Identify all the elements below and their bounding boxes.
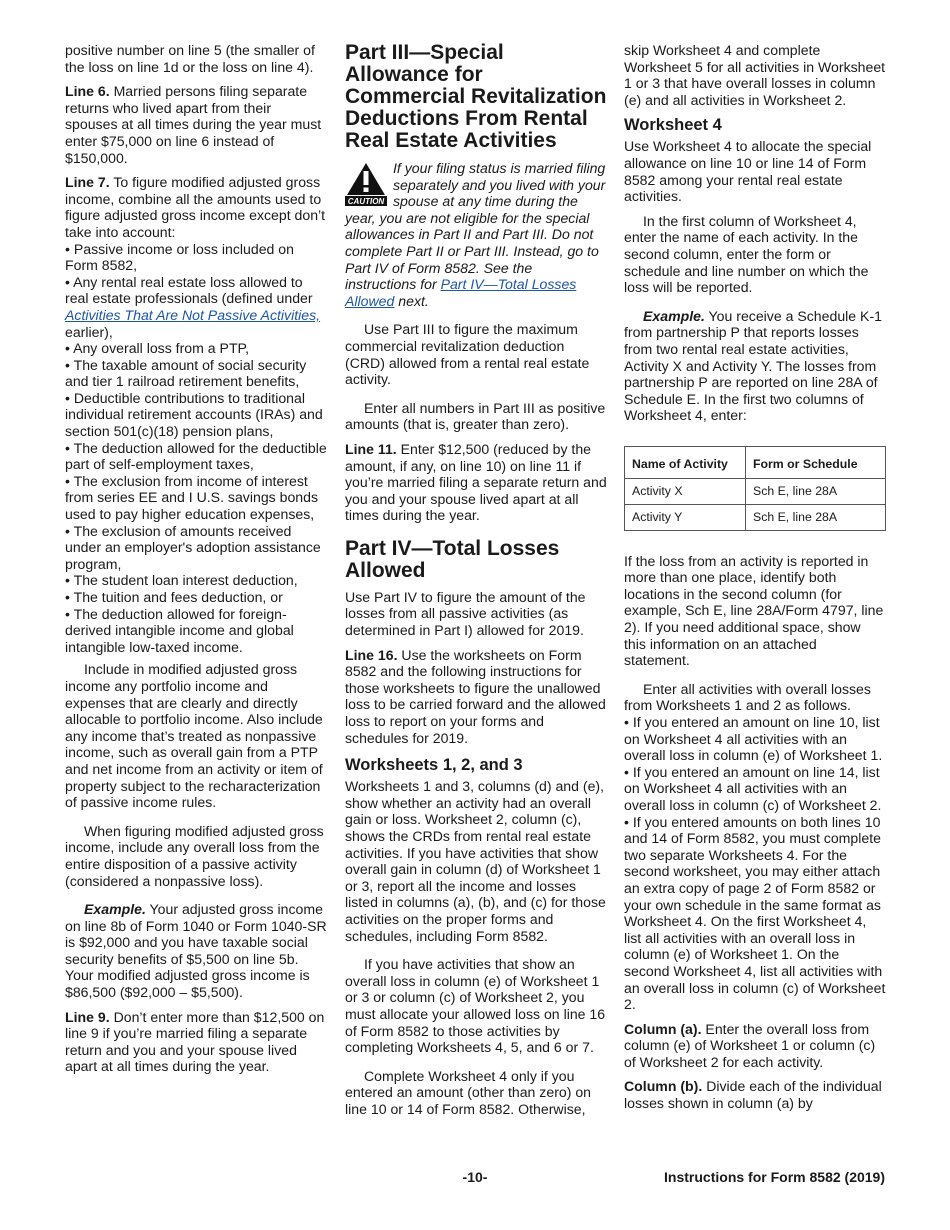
- caution-text: next.: [394, 292, 429, 309]
- list-item: • Any overall loss from a PTP,: [65, 340, 250, 357]
- paragraph-column-a: [624, 1021, 886, 1071]
- table-header-cell: Form or Schedule: [746, 446, 886, 479]
- paragraph: skip Worksheet 4 and complete Worksheet 5 for all activities in Worksheet 1 or 3 that have overall losses in column (e) and all activities in Worksheet 2.: [624, 42, 886, 108]
- example-text: You receive a Schedule K-1 from partnership P that reports losses from two rental real estate activities, Activity X and Activity Y. The losses from partnership P are reported on line 28A of Schedule E. In the first two columns of Worksheet 4, enter:: [624, 307, 882, 424]
- column-right: [624, 42, 886, 1120]
- paragraph: In the first column of Worksheet 4, enter the name of each activity. In the second column, enter the form or schedule and line number on which the loss will be reported.: [624, 212, 869, 296]
- list-item: • Passive income or loss included on Form 8582,: [65, 240, 294, 274]
- list-item: • The taxable amount of social security and tier 1 railroad retirement benefits,: [65, 356, 307, 390]
- paragraph: Include in modified adjusted gross income any portfolio income and expenses that are clearly and directly allocable to portfolio income. Also include any income that’s treated as nonpassive income, such as overall gain from a PTP and net income from an activity or item of property subject to the recharacterization of passive income rules.: [65, 661, 323, 811]
- paragraph: Use Worksheet 4 to allocate the special allowance on line 10 or line 14 of Form 8582 among your rental real estate activities.: [624, 138, 872, 205]
- list-item: • The student loan interest deduction,: [65, 572, 298, 589]
- paragraph: If you have activities that show an overall loss in column (e) of Worksheet 1 or 3 or column (c) of Worksheet 2, you must allocate your allowed loss on line 16 of Form 8582 to those activities by completing Worksheets 4, 5, and 6 or 7.: [345, 956, 606, 1056]
- list-item: • The exclusion from income of interest from series EE and I U.S. savings bonds used to pay higher education expenses,: [65, 472, 319, 523]
- link-part-4[interactable]: Part IV—Total Losses Allowed: [345, 276, 577, 309]
- line-text: Enter $12,500 (reduced by the amount, if any, on line 10) on line 11 if you’re married filing a separate return and you and your spouse lived apart at all times during the year.: [345, 440, 607, 524]
- example-text: Your adjusted gross income on line 8b of Form 1040 or Form 1040-SR is $92,000 and you have taxable social security benefits of $5,500 on line 5b. Your modified adjusted gross income is $86,500 ($92,000 – $5,500).: [65, 901, 327, 1001]
- list-item: • The exclusion of amounts received under an employer's adoption assistance program,: [65, 522, 321, 572]
- paragraph-line-11: [345, 441, 607, 524]
- list-item: • The tuition and fees deduction, or: [65, 589, 283, 605]
- paragraph: Enter all numbers in Part III as positive amounts (that is, greater than zero).: [345, 399, 606, 433]
- list-item: • Deductible contributions to traditional individual retirement accounts (IRAs) and section 501(c)(18) pension plans,: [65, 389, 323, 440]
- line-heading: Line 11.: [345, 440, 397, 457]
- line-heading: Line 6.: [65, 83, 110, 100]
- table-cell: Sch E, line 28A: [746, 479, 886, 505]
- table-row: [625, 479, 886, 505]
- paragraph-line-7: [65, 174, 327, 240]
- caution-label: CAUTION: [347, 197, 385, 206]
- column-middle: [345, 42, 607, 1126]
- example-heading: Example.: [84, 901, 146, 918]
- caution-icon: [345, 162, 387, 206]
- table-header-cell: Name of Activity: [625, 446, 746, 479]
- subsection-title-worksheet-4: Worksheet 4: [624, 116, 722, 135]
- column-text: Enter the overall loss from column (e) of Worksheet 1 or column (c) of Worksheet 2 for each activity.: [624, 1020, 876, 1070]
- column-heading: Column (a).: [624, 1020, 702, 1037]
- caution-text: If your filing status is married filing separately and you lived with your spouse at any time during the year, you are not eligible for the special allowances in Part II and Part III. Do not complete Part II or Part III. Instead, go to Part IV of Form 8582. See the instructions for: [345, 160, 606, 293]
- table-header-row: [625, 446, 886, 479]
- paragraph: If the loss from an activity is reported in more than one place, identify both locations in the second column (for example, Sch E, line 28A/Form 4797, line 2). If you need additional space, show this information on an attached statement.: [624, 552, 884, 669]
- paragraph-example: [65, 901, 327, 1001]
- paragraph: Enter all activities with overall losses from Worksheets 1 and 2 as follows.: [624, 680, 871, 714]
- column-left: [65, 42, 327, 1083]
- paragraph: When figuring modified adjusted gross income, include any overall loss from the entire disposition of a passive activity (considered a nonpassive loss).: [65, 822, 324, 889]
- line-text: Married persons filing separate returns who lived apart from their spouses at all times during the year must enter $75,000 on line 6 instead of $150,000.: [65, 83, 322, 166]
- page-number: -10-: [462, 1169, 488, 1185]
- section-title-part-3: Part III—Special Allowance for Commercial Revitalization Deductions From Rental Real Estate Activities: [345, 41, 607, 152]
- document-title: Instructions for Form 8582 (2019): [664, 1169, 885, 1185]
- example-heading: Example.: [643, 307, 705, 324]
- list-item: • If you entered amounts on both lines 10 and 14 of Form 8582, you must complete two separate Worksheets 4. For the second worksheet, you may either attach an extra copy of page 2 of Form 8582 or your own schedule in the same format as Worksheet 4. On the first Worksheet 4, list all activities with an overall loss in column (e) of Worksheet 1. On the second Worksheet 4, list all activities with an overall loss in column (c) of Worksheet 2.: [624, 813, 886, 1013]
- line-text: Use the worksheets on Form 8582 and the following instructions for those worksheets to figure the unallowed loss to be carried forward and the allowed loss to report on your forms and schedules for 2019.: [345, 646, 606, 746]
- column-heading: Column (b).: [624, 1078, 703, 1095]
- link-activities-not-passive[interactable]: Activities That Are Not Passive Activities,: [65, 306, 321, 323]
- line-text: To figure modified adjusted gross income, combine all the amounts used to figure adjusted gross income except don’t take into account:: [65, 174, 326, 240]
- list-item: • The deduction allowed for the deductible part of self-employment taxes,: [65, 439, 327, 473]
- paragraph-example: [624, 308, 886, 424]
- list-item: [65, 274, 327, 340]
- paragraph-line-16: [345, 647, 607, 747]
- paragraph: Worksheets 1 and 3, columns (d) and (e), show whether an activity had an overall gain or loss. Worksheet 2, column (c), shows the CRDs from rental real estate activities. If you have activities that show overall gain in column (d) of Worksheet 1 or 3, report all the income and losses listed in columns (a), (b), and (c) for those activities on the proper forms and schedules, including Form 8582.: [345, 778, 606, 944]
- paragraph: positive number on line 5 (the smaller of the loss on line 1d or the loss on line 4).: [65, 42, 315, 75]
- paragraph-line-6: [65, 83, 327, 166]
- paragraph: Use Part III to figure the maximum commercial revitalization deduction (CRD) allowed from a rental real estate activity.: [345, 321, 590, 388]
- list-item: • If you entered an amount on line 10, list on Worksheet 4 all activities with an overall loss in column (e) of Worksheet 1.: [624, 714, 883, 764]
- list-item-text: • Any rental real estate loss allowed to real estate professionals (defined under: [65, 273, 313, 307]
- paragraph: Use Part IV to figure the amount of the losses from all passive activities (as determined in Part I) allowed for 2019.: [345, 588, 586, 639]
- section-title-part-4: Part IV—Total Losses Allowed: [345, 536, 560, 582]
- list-item-text: earlier),: [65, 323, 113, 340]
- list-item: • The deduction allowed for foreign-derived intangible income and global intangible low-taxed income.: [65, 605, 294, 655]
- line-heading: Line 9.: [65, 1008, 110, 1025]
- column-text: Divide each of the individual losses shown in column (a) by: [624, 1078, 882, 1112]
- subsection-title-worksheets-1-2-3: Worksheets 1, 2, and 3: [345, 756, 523, 775]
- table-cell: Sch E, line 28A: [746, 505, 886, 531]
- caution-box: [345, 160, 607, 309]
- paragraph-column-b: [624, 1078, 886, 1111]
- line-heading: Line 7.: [65, 174, 110, 191]
- paragraph: Complete Worksheet 4 only if you entered an amount (other than zero) on line 10 or 14 of Form 8582. Otherwise,: [345, 1067, 592, 1117]
- table-row: [625, 505, 886, 531]
- list-item: • If you entered an amount on line 14, list on Worksheet 4 all activities with an overall loss in column (c) of Worksheet 2.: [624, 763, 882, 813]
- paragraph-line-9: [65, 1009, 327, 1075]
- activity-table: [624, 446, 886, 531]
- table-cell: Activity X: [625, 479, 746, 505]
- line-text: Don’t enter more than $12,500 on line 9 if you’re married filing a separate return and you and your spouse lived apart at all times during the year.: [65, 1008, 325, 1075]
- table-cell: Activity Y: [625, 505, 746, 531]
- line-heading: Line 16.: [345, 646, 398, 663]
